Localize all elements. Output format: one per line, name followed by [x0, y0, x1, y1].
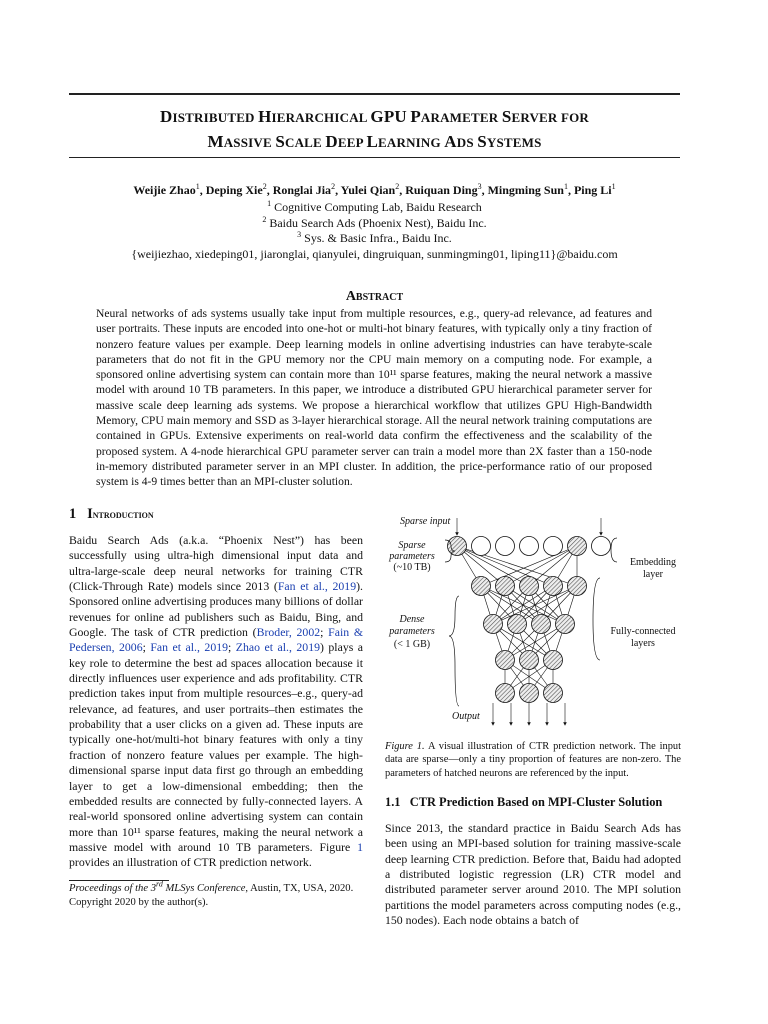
- author-name: Deping Xie: [205, 183, 263, 197]
- intro-text-run: provides an illustration of CTR prediction network.: [69, 855, 312, 870]
- author-name: Weijie Zhao: [133, 183, 196, 197]
- hatched-neuron: [544, 684, 563, 703]
- citation-link[interactable]: Fan et al., 2019: [277, 579, 357, 594]
- section-title-initial: I: [87, 506, 93, 522]
- caption-text: A visual illustration of CTR prediction network. The input data are sparse—only a tiny proportion of features are non-zero. The parameters of hatched neurons are referenced by the input.: [385, 741, 681, 779]
- output-label: Output: [452, 711, 480, 722]
- title-word-rest: CALE: [284, 135, 326, 150]
- title-word-rest: ERVER: [511, 110, 561, 125]
- affiliation-number: 1: [267, 199, 272, 208]
- neuron: [472, 537, 491, 556]
- subsection-title: CTR Prediction Based on MPI-Cluster Solution: [409, 795, 663, 809]
- hatched-neuron: [544, 577, 563, 596]
- title-line-1: [69, 105, 680, 130]
- dense-brace-top: [449, 596, 459, 636]
- dense-brace-bottom: [449, 636, 459, 706]
- hatched-neuron: [520, 651, 539, 670]
- affiliation-line: $^2$ Baidu Search Ads (Phoenix Nest), Baidu Inc.: [262, 214, 487, 230]
- hatched-neuron: [568, 537, 587, 556]
- affiliations: [69, 200, 680, 247]
- dense-params-label-1: Dense: [399, 614, 425, 625]
- author-affiliation-mark: 2: [331, 182, 336, 191]
- author-affiliation-mark: 1: [195, 182, 200, 191]
- edge: [457, 546, 529, 586]
- title-word-rest: ARAMETER: [420, 110, 502, 125]
- author-affiliation-mark: 2: [395, 182, 400, 191]
- dense-params-label-2: parameters: [389, 626, 435, 637]
- footnote-rule: [69, 880, 169, 881]
- emails: {weijiezhao, xiedeping01, jiaronglai, qianyulei, dingruiquan, sunmingming01, liping11}@baidu.com: [131, 247, 618, 261]
- intro-text-run: ;: [142, 640, 151, 655]
- title-word-rest: EARNING: [378, 135, 445, 150]
- title-word-initial: L: [366, 132, 379, 151]
- abstract-text: Neural networks of ads systems usually take input from multiple resources, e.g., query-ad relevance, ad features and user portraits. These inputs are encoded into one-hot or multi-hot binary features, with typically only a tiny fraction of nonzero feature values per example. Deep learning models in online advertising industries can have terabyte-scale parameters that do not fit in the GPU memory nor the CPU main memory on a computing node. For example, a sponsored online advertising system can contain more than 10¹¹ sparse features, making the neural network a massive model with around 10 TB parameters. In this paper, we introduce a distributed GPU hierarchical parameter server for massive scale deep learning ads systems. We propose a hierarchical workflow that utilizes GPU High-Bandwidth Memory, CPU main memory and SSD as 3-layer hierarchical storage. All the neural network training computations are contained in GPUs. Extensive experiments on real-world data confirm the effectiveness and the scalability of the proposed system. A 4-node hierarchical GPU parameter server can train a model more than 2X faster than a 150-node in-memory distributed parameter server in an MPI cluster. In addition, the price-performance ratio of our proposed system is 4-9 times better than an MPI-cluster solution.: [96, 307, 652, 489]
- title-word-rest: ASSIVE: [223, 135, 276, 150]
- title-word-rest: ISTRIBUTED: [172, 110, 259, 125]
- hatched-neuron: [520, 577, 539, 596]
- title-line-2: [69, 130, 680, 155]
- embedding-brace: [611, 538, 617, 562]
- abstract-heading: Abstract: [345, 289, 404, 304]
- author-name: Ping Li: [573, 183, 612, 197]
- fc-label-2: layers: [631, 638, 655, 649]
- title-word-initial: D: [159, 107, 173, 126]
- title-word-initial: H: [258, 107, 272, 126]
- subsection-number: 1.1: [385, 795, 401, 809]
- sparse-params-label-3: (~10 TB): [393, 562, 431, 573]
- embedding-label-2: layer: [643, 569, 663, 580]
- title-word-initial: A: [444, 132, 457, 151]
- dense-params-label-3: (< 1 GB): [393, 639, 431, 650]
- section-title-rest: ntroduction: [92, 507, 154, 521]
- affiliation-line: $^1$ Cognitive Computing Lab, Baidu Research: [267, 199, 482, 214]
- intro-text-run: ;: [320, 625, 329, 640]
- title-word-initial: GPU: [370, 107, 407, 126]
- title-bottom-rule: [69, 157, 680, 158]
- citation-link[interactable]: Fain & Pedersen, 2006: [69, 625, 363, 655]
- author-name: Mingming Sun: [487, 183, 564, 197]
- neuron: [496, 537, 515, 556]
- hatched-neuron: [472, 577, 491, 596]
- citation-link[interactable]: Broder, 2002: [256, 625, 321, 640]
- section-heading-introduction: [69, 506, 154, 523]
- footnote-rest: , Austin, TX, USA, 2020. Copyright 2020 by the author(s).: [69, 883, 354, 908]
- embedding-label-1: Embedding: [629, 557, 677, 568]
- hatched-neuron: [484, 615, 503, 634]
- title-word-initial: P: [410, 107, 421, 126]
- title-word-initial: D: [325, 132, 338, 151]
- hatched-neuron: [532, 615, 551, 634]
- hatched-neuron: [544, 651, 563, 670]
- hatched-neuron: [496, 651, 515, 670]
- affiliation-line: $^3$ Sys. & Basic Infra., Baidu Inc.: [297, 230, 452, 245]
- author-name: Ronglai Jia: [272, 183, 332, 197]
- neuron: [544, 537, 563, 556]
- intro-text-run: Baidu Search Ads (a.k.a. “Phoenix Nest”) has been successfully using ultra-high dimensional input data and ultra-large-scale deep neural networks for training CTR (Click-Through Rate) models since 2013 (: [69, 533, 363, 594]
- sparse-params-label-2: parameters: [389, 551, 435, 562]
- hatched-neuron: [520, 684, 539, 703]
- author-affiliation-mark: 1: [563, 182, 568, 191]
- ctr-network-figure: [385, 510, 681, 735]
- affiliation-number: 2: [262, 214, 267, 224]
- hatched-neuron: [496, 684, 515, 703]
- hatched-neuron: [448, 537, 467, 556]
- title-word-rest: YSTEMS: [486, 135, 542, 150]
- author-affiliation-mark: 2: [262, 182, 267, 191]
- neuron: [592, 537, 611, 556]
- sparse-params-label-1: Sparse: [398, 540, 426, 551]
- citation-link[interactable]: 1: [357, 839, 363, 854]
- paper-title: [69, 105, 680, 155]
- hatched-neuron: [508, 615, 527, 634]
- top-rule: [69, 93, 680, 95]
- fc-label-1: Fully-connected: [610, 626, 676, 637]
- author-affiliation-mark: 3: [477, 182, 482, 191]
- affiliation-number: 3: [297, 230, 302, 239]
- title-word-initial: S: [501, 107, 512, 126]
- citation-link[interactable]: Fan et al., 2019: [150, 640, 229, 655]
- sparse-input-label: Sparse input: [400, 516, 451, 527]
- author-list: Weijie Zhao$^1$, Deping Xie$^2$, Ronglai Jia$^2$, Yulei Qian$^2$, Ruiquan Ding$^3$, Mingming Sun$^1$, Ping Li$^1$: [133, 182, 616, 197]
- title-word-initial: M: [207, 132, 224, 151]
- title-word-initial: S: [477, 132, 487, 151]
- intro-text-run: ). Sponsored online advertising produces many billions of dollar revenues for online ad publishers such as Baidu, Bing, and Google. The task of CTR prediction (: [69, 579, 363, 640]
- subsection-text: Since 2013, the standard practice in Baidu Search Ads has been using an MPI-based solution for training massive-scale deep learning CTR prediction. Before that, Baidu had adopted a distributed logistic regression (LR) CTR model and distributed parameter server around 2010. The MPI solution partitions the model parameters across computing nodes (e.g., 150 nodes). Each node obtains a batch of: [385, 821, 681, 928]
- neuron: [520, 537, 539, 556]
- title-word-initial: S: [275, 132, 285, 151]
- title-word-rest: EEP: [337, 135, 367, 150]
- author-affiliation-mark: 1: [611, 182, 616, 191]
- citation-link[interactable]: Zhao et al., 2019: [235, 640, 320, 655]
- title-word-rest: DS: [456, 135, 478, 150]
- subsection-heading: [385, 795, 662, 810]
- hatched-neuron: [568, 577, 587, 596]
- hatched-neuron: [496, 577, 515, 596]
- introduction-text: [69, 533, 363, 871]
- section-number: 1: [69, 506, 77, 522]
- caption-label: Figure 1.: [385, 741, 425, 752]
- hatched-neuron: [556, 615, 575, 634]
- title-word-rest: FOR: [560, 110, 590, 125]
- author-name: Ruiquan Ding: [405, 183, 478, 197]
- author-name: Yulei Qian: [340, 183, 396, 197]
- intro-text-run: ) plays a key role to determine the best ad spaces allocation because it directly influences user experience and ads profitability. CTR prediction takes input from multiple resources–e.g., query-ad relevance, ad features, and user portraits–then estimates the probability that a user clicks on a given ad. These inputs are typically one-hot/multi-hot binary features with only a tiny fraction of nonzero feature values per example. The high-dimensional sparse input data first go through an embedding layer to get a low-dimensional embedding; then the embedded results are connected by fully-connected layers. A real-world sponsored online advertising system can contain more than 10¹¹ sparse features, making the neural network a massive model with around 10 TB parameters. Figure: [69, 640, 364, 854]
- fc-brace: [593, 578, 600, 660]
- edge: [505, 546, 577, 586]
- footnote: Proceedings of the 3rd MLSys Conference, Austin, TX, USA, 2020. Copyright 2020 by the author(s).: [69, 879, 354, 908]
- title-word-rest: IERARCHICAL: [271, 110, 371, 125]
- intro-text-run: ;: [228, 640, 236, 655]
- figure-caption: [385, 740, 681, 780]
